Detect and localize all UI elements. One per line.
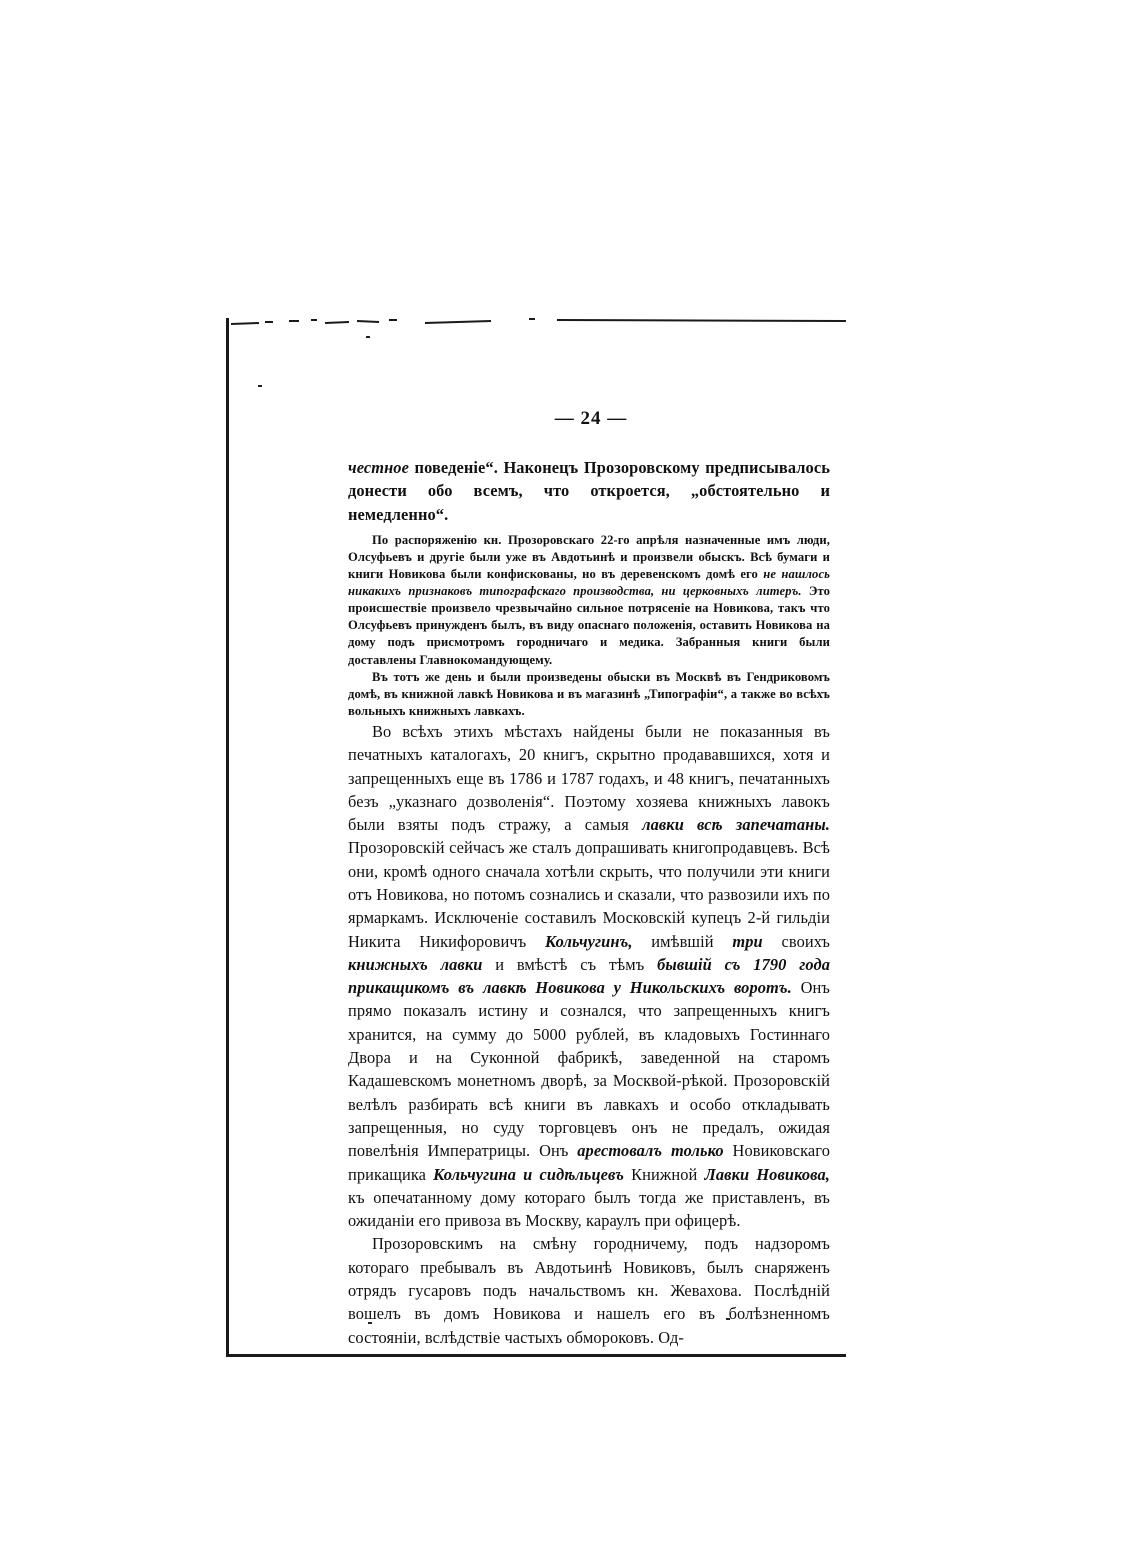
text-run: Въ тотъ же день и были произведены обыски въ Москвѣ въ Гендриковомъ домѣ, въ книжной лавкѣ Новикова и въ магазинѣ „Типографіи“, а также во всѣхъ вольныхъ книжныхъ лавкахъ. [348,669,830,718]
emphasized-text: бывшій съ 1790 года прикащикомъ въ лавкѣ Новикова у Никольскихъ воротъ. [348,954,830,998]
emphasized-text: лавки всѣ запечатаны. [642,815,831,835]
page-frame-bottom-edge [226,1354,846,1357]
emphasized-text: не нашлось никакихъ признаковъ типографскаго производства, ни церковныхъ литеръ. [348,567,830,599]
paragraph [348,456,830,526]
scan-speck [258,385,262,387]
text-run: Онъ прямо показалъ истину и сознался, что запрещенныхъ книгъ хранится, на сумму до 5000 рублей, въ кладовыхъ Гостиннаго Двора и на Суконной фабрикѣ, заведенной на старомъ Кадашевскомъ монетномъ дворѣ, за Москвой-рѣкой. Прозоровскій велѣлъ разбирать всѣ книги въ лавкахъ и особо откладывать запрещенныя, но суду торговцевъ онъ не предалъ, ожидая повелѣнія Императрицы. Онъ [348,978,830,1161]
emphasized-text: Лавки Новикова, [704,1164,830,1184]
text-run: къ опечатанному дому котораго былъ тогда же приставленъ, въ ожиданіи его привоза въ Москву, караулъ при офицерѣ. [348,1187,830,1231]
paragraph [348,532,830,669]
text-run: По распоряженію кн. Прозоровскаго 22-го апрѣля назначенные имъ люди, Олсуфьевъ и другіе были уже въ Авдотьинѣ и произвели обыскъ. Всѣ бумаги и книги Новикова были конфискованы, но въ деревенскомъ домѣ его [348,532,830,582]
paragraph [348,720,830,1233]
emphasized-text: арестовалъ только [577,1141,724,1161]
emphasized-text: честное [348,458,409,477]
emphasized-text: книжныхъ лавки [348,954,483,974]
text-run: Прозоровскій сейчасъ же сталъ допрашивать книгопродавцевъ. Всѣ они, кромѣ одного сначала хотѣли скрыть, что получили эти книги отъ Новикова, но потомъ сознались и сказали, что развозили ихъ по ярмаркамъ. Исключеніе составилъ Московскій купецъ 2-й гильдіи Никита Никифоровичъ [348,838,830,951]
body-text [348,456,830,1349]
text-run: своихъ [762,931,830,951]
text-run: и вмѣстѣ съ тѣмъ [482,954,658,974]
emphasized-text: Кольчугина и сидѣльцевъ [433,1164,624,1184]
paragraph [348,669,830,720]
page-number: — 24 — [554,408,628,429]
page-frame-top-edge [229,318,846,328]
text-run: имѣвшій [632,931,733,951]
paragraph [348,1232,830,1348]
text-run: Во всѣхъ этихъ мѣстахъ найдены были не показанныя въ печатныхъ каталогахъ, 20 книгъ, скрытно продававшихся, хотя и запрещенныхъ еще въ 1786 и 1787 годахъ, и 48 книгъ, печатанныхъ безъ „указнаго дозволенія“. Поэтому хозяева книжныхъ лавокъ были взяты подъ стражу, а самыя [348,721,830,835]
text-run: Новиковскаго прикащика [348,1141,830,1184]
emphasized-text: три [732,931,763,951]
text-run: поведеніе“. Наконецъ Прозоровскому предписывалось донести обо всемъ, что откроется, „обстоятельно и немедленно“. [348,458,830,524]
text-run: Прозоровскимъ на смѣну городничему, подъ надзоромъ котораго пребывалъ въ Авдотьинѣ Новиковъ, былъ снаряженъ отрядъ гусаровъ подъ начальствомъ кн. Жевахова. Послѣдній вошелъ въ домъ Новикова и нашелъ его въ болѣзненномъ состояніи, вслѣдствіе частыхъ обмороковъ. Од- [348,1234,830,1347]
scan-speck [366,336,370,338]
page-frame-left-edge [226,318,229,1356]
text-run: Это происшествіе произвело чрезвычайно сильное потрясеніе на Новикова, такъ что Олсуфьевъ принужденъ былъ, въ виду опаснаго положенія, оставить Новикова на дому подъ присмотромъ городничаго и медика. Забранныя книги были доставлены Главнокомандующему. [348,584,830,667]
emphasized-text: Кольчугинъ, [544,931,633,951]
text-run: Книжной [624,1164,705,1184]
